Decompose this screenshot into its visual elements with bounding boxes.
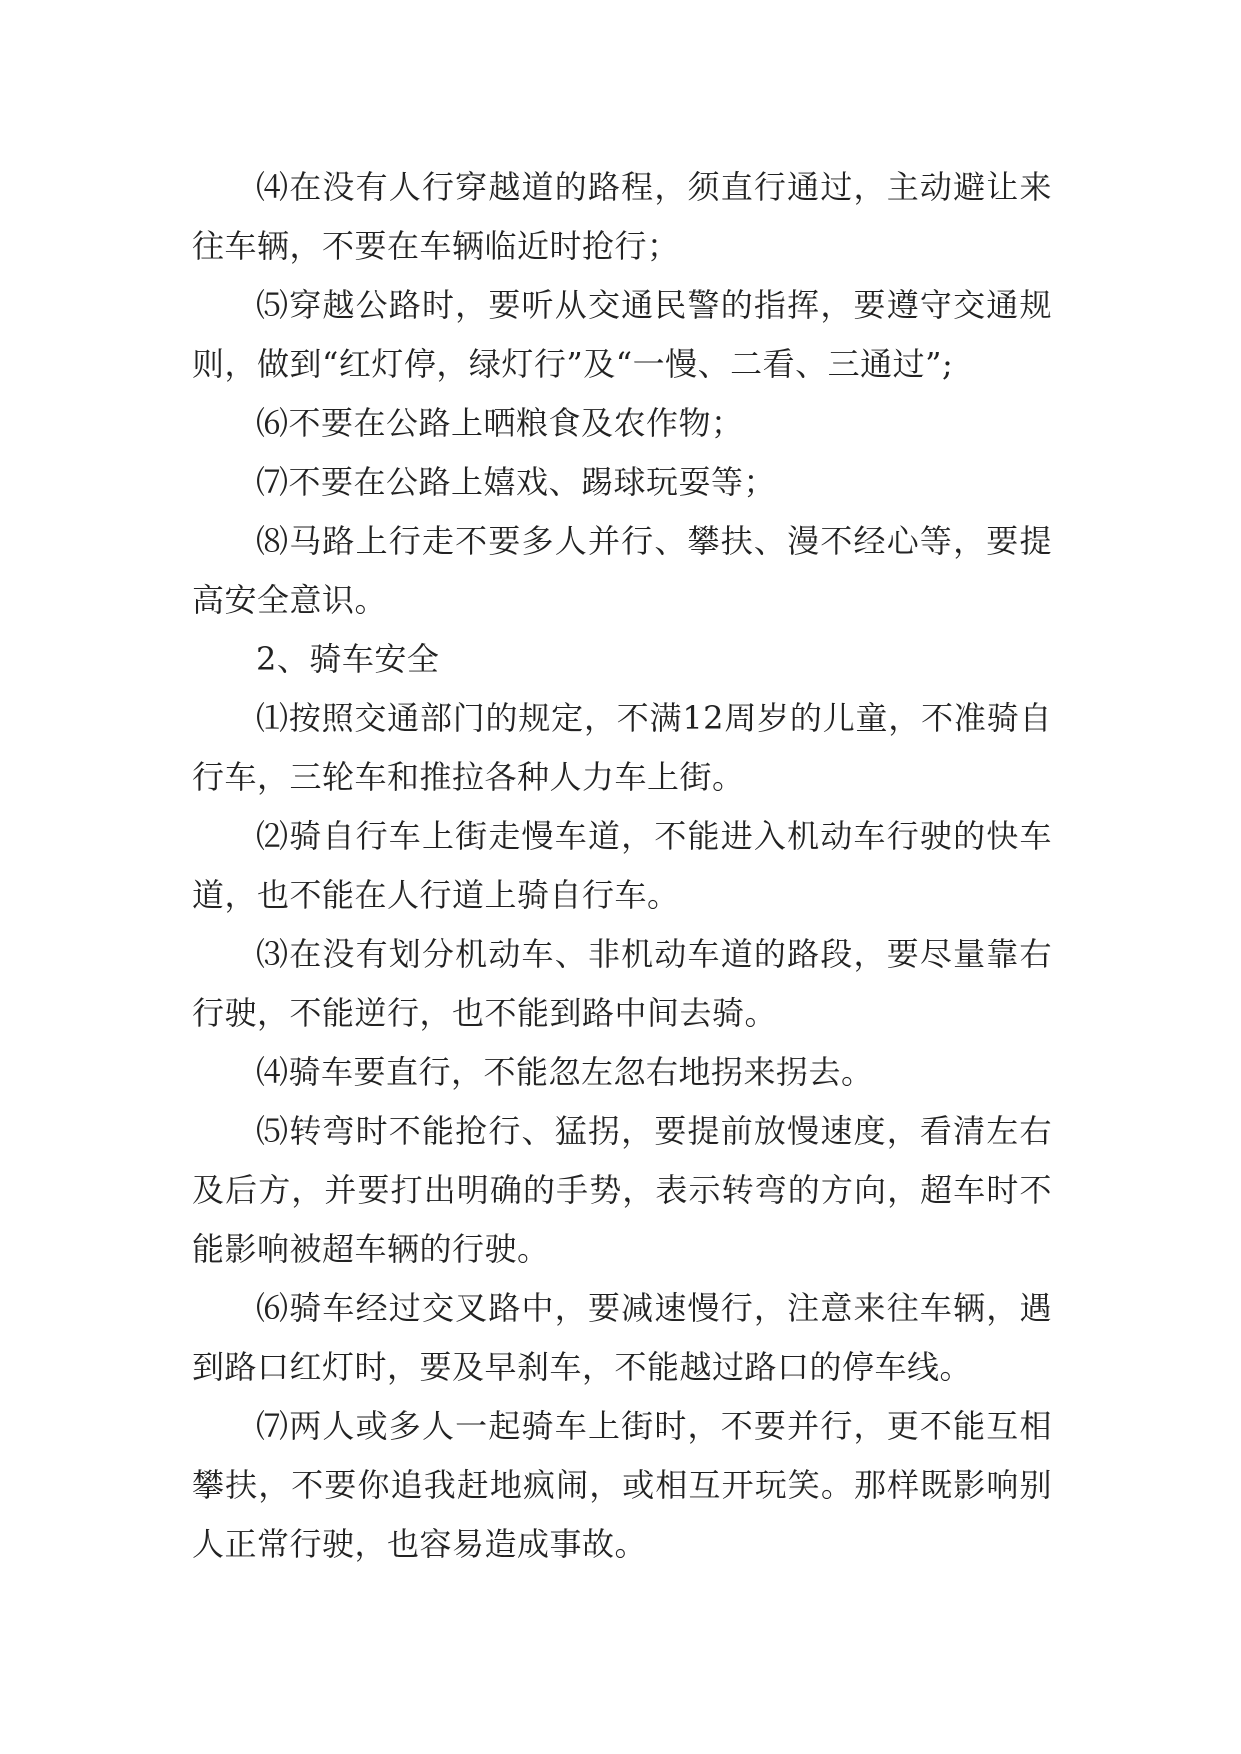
paragraph-age-requirement: ⑴按照交通部门的规定，不满12周岁的儿童，不准骑自行车，三轮车和推拉各种人力车上街。 [192, 699, 1052, 796]
document-body [192, 158, 1052, 1574]
paragraph-pedestrian-crossing: ⑷在没有人行穿越道的路程，须直行通过，主动避让来往车辆，不要在车辆临近时抢行； [192, 168, 1052, 265]
paragraph-slow-lane: ⑵骑自行车上街走慢车道，不能进入机动车行驶的快车道，也不能在人行道上骑自行车。 [192, 817, 1052, 914]
paragraph-walking-awareness: ⑻马路上行走不要多人并行、攀扶、漫不经心等，要提高安全意识。 [192, 522, 1052, 619]
paragraph-no-playing-on-road: ⑺不要在公路上嬉戏、踢球玩耍等； [256, 463, 777, 501]
paragraph-keep-right: ⑶在没有划分机动车、非机动车道的路段，要尽量靠右行驶，不能逆行，也不能到路中间去骑。 [192, 935, 1052, 1032]
paragraph-turning: ⑸转弯时不能抢行、猛拐，要提前放慢速度，看清左右及后方，并要打出明确的手势，表示转弯的方向，超车时不能影响被超车辆的行驶。 [192, 1112, 1052, 1268]
paragraph-no-drying-grain: ⑹不要在公路上晒粮食及农作物； [256, 404, 744, 442]
paragraph-cross-road-rules: ⑸穿越公路时，要听从交通民警的指挥，要遵守交通规则，做到“红灯停，绿灯行”及“一慢、二看、三通过”; [192, 286, 1052, 383]
paragraph-intersection: ⑹骑车经过交叉路中，要减速慢行，注意来往车辆，遇到路口红灯时，要及早刹车，不能越过路口的停车线。 [192, 1289, 1052, 1386]
paragraph-ride-straight: ⑷骑车要直行，不能忽左忽右地拐来拐去。 [256, 1053, 874, 1091]
section-heading-cycling-safety: 2、骑车安全 [256, 640, 440, 678]
paragraph-group-riding: ⑺两人或多人一起骑车上街时，不要并行，更不能互相攀扶，不要你追我赶地疯闹，或相互开玩笑。那样既影响别人正常行驶，也容易造成事故。 [192, 1407, 1052, 1563]
